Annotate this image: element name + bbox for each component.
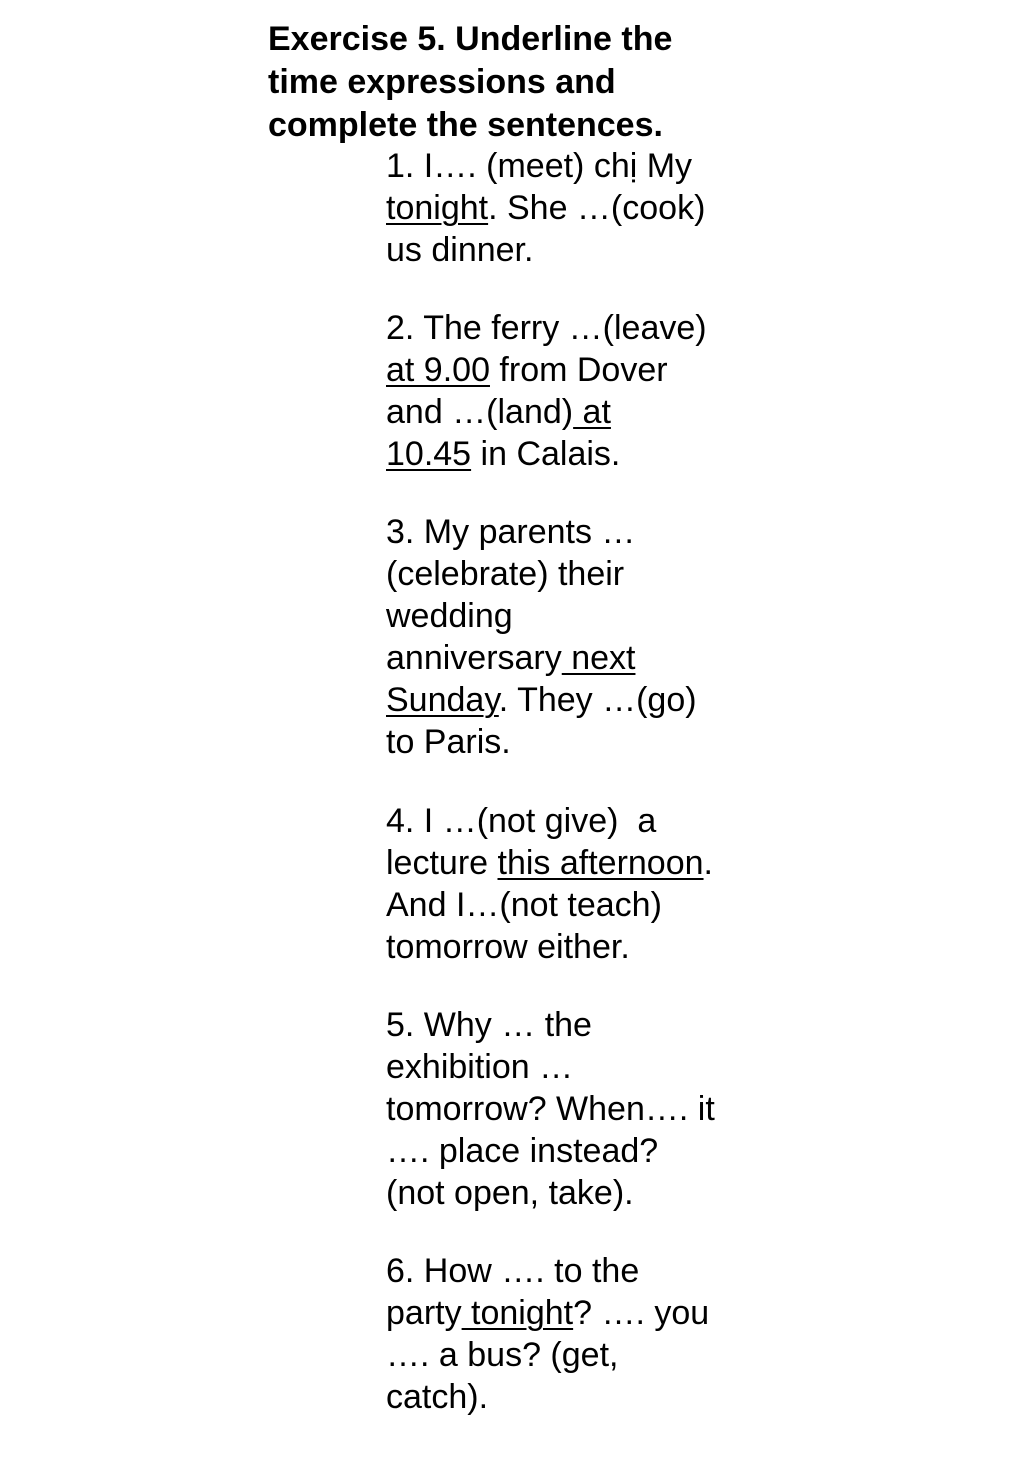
- sentence-line: [386, 553, 846, 595]
- sentence-line: [386, 145, 846, 187]
- sentence-line: [386, 595, 846, 637]
- sentence-line: [386, 842, 846, 884]
- sentence-text: .: [703, 844, 713, 882]
- sentence-line: [386, 307, 846, 349]
- sentence-text: . They …(go): [498, 681, 697, 719]
- sentence-text: ? …. you: [573, 1294, 710, 1332]
- time-expression: tonight: [386, 189, 489, 227]
- sentence-text: from Dover: [489, 351, 668, 389]
- exercise-item-6: [386, 1250, 846, 1418]
- sentence-text: and …(land): [386, 393, 574, 431]
- sentence-text: wedding: [386, 597, 513, 635]
- sentence-text: us dinner.: [386, 231, 534, 269]
- sentence-line: [386, 1130, 846, 1172]
- sentence-text: anniversary: [386, 639, 562, 677]
- time-expression: next: [561, 639, 636, 677]
- sentence-line: [386, 1292, 846, 1334]
- sentence-line: [386, 1250, 846, 1292]
- sentence-text: tomorrow either.: [386, 928, 630, 966]
- sentence-text: 4. I …(not give) a: [386, 802, 657, 840]
- sentence-text: 6. How …. to the: [386, 1252, 640, 1290]
- sentence-text: …. a bus? (get,: [386, 1336, 619, 1374]
- heading-line: time expressions and: [268, 63, 616, 101]
- sentence-text: 3. My parents …: [386, 513, 636, 551]
- sentence-text: lecture: [386, 844, 498, 882]
- sentence-text: 1. I…. (meet) chị My: [386, 147, 693, 185]
- sentence-line: [386, 1376, 846, 1418]
- sentence-text: tomorrow? When…. it: [386, 1090, 715, 1128]
- time-expression: 10.45: [386, 435, 472, 473]
- time-expression: at 9.00: [386, 351, 490, 389]
- sentence-line: [386, 1046, 846, 1088]
- sentence-line: [386, 391, 846, 433]
- sentence-text: . She …(cook): [488, 189, 706, 227]
- exercise-item-4: [386, 800, 846, 968]
- sentence-line: [386, 229, 846, 271]
- sentence-text: party: [386, 1294, 462, 1332]
- sentence-text: 2. The ferry …(leave): [386, 309, 707, 347]
- exercise-item-5: [386, 1004, 846, 1214]
- sentence-line: [386, 800, 846, 842]
- sentence-line: [386, 679, 846, 721]
- heading-line: complete the sentences.: [268, 106, 663, 144]
- sentence-line: [386, 926, 846, 968]
- sentence-line: [386, 1088, 846, 1130]
- sentence-text: in Calais.: [471, 435, 621, 473]
- sentence-text: to Paris.: [386, 723, 511, 761]
- sentence-text: (not open, take).: [386, 1174, 634, 1212]
- sentence-line: [386, 1004, 846, 1046]
- sentence-text: And I…(not teach): [386, 886, 662, 924]
- sentence-line: [386, 433, 846, 475]
- sentence-text: 5. Why … the: [386, 1006, 592, 1044]
- sentence-line: [386, 637, 846, 679]
- time-expression: this afternoon: [497, 844, 704, 882]
- sentence-text: (celebrate) their: [386, 555, 625, 593]
- sentence-text: catch).: [386, 1378, 489, 1416]
- sentence-line: [386, 721, 846, 763]
- time-expression: Sunday: [386, 681, 499, 719]
- time-expression: tonight: [461, 1294, 574, 1332]
- sentence-line: [386, 349, 846, 391]
- exercise-heading: [268, 18, 828, 147]
- sentence-line: [386, 884, 846, 926]
- heading-line: Exercise 5. Underline the: [268, 20, 673, 58]
- sentence-line: [386, 511, 846, 553]
- sentence-line: [386, 1334, 846, 1376]
- sentence-text: exhibition …: [386, 1048, 574, 1086]
- exercise-item-3: [386, 511, 846, 763]
- sentence-line: [386, 187, 846, 229]
- exercise-item-2: [386, 307, 846, 475]
- sentence-line: [386, 1172, 846, 1214]
- time-expression: at: [573, 393, 611, 431]
- exercise-item-1: [386, 145, 846, 271]
- sentence-text: …. place instead?: [386, 1132, 659, 1170]
